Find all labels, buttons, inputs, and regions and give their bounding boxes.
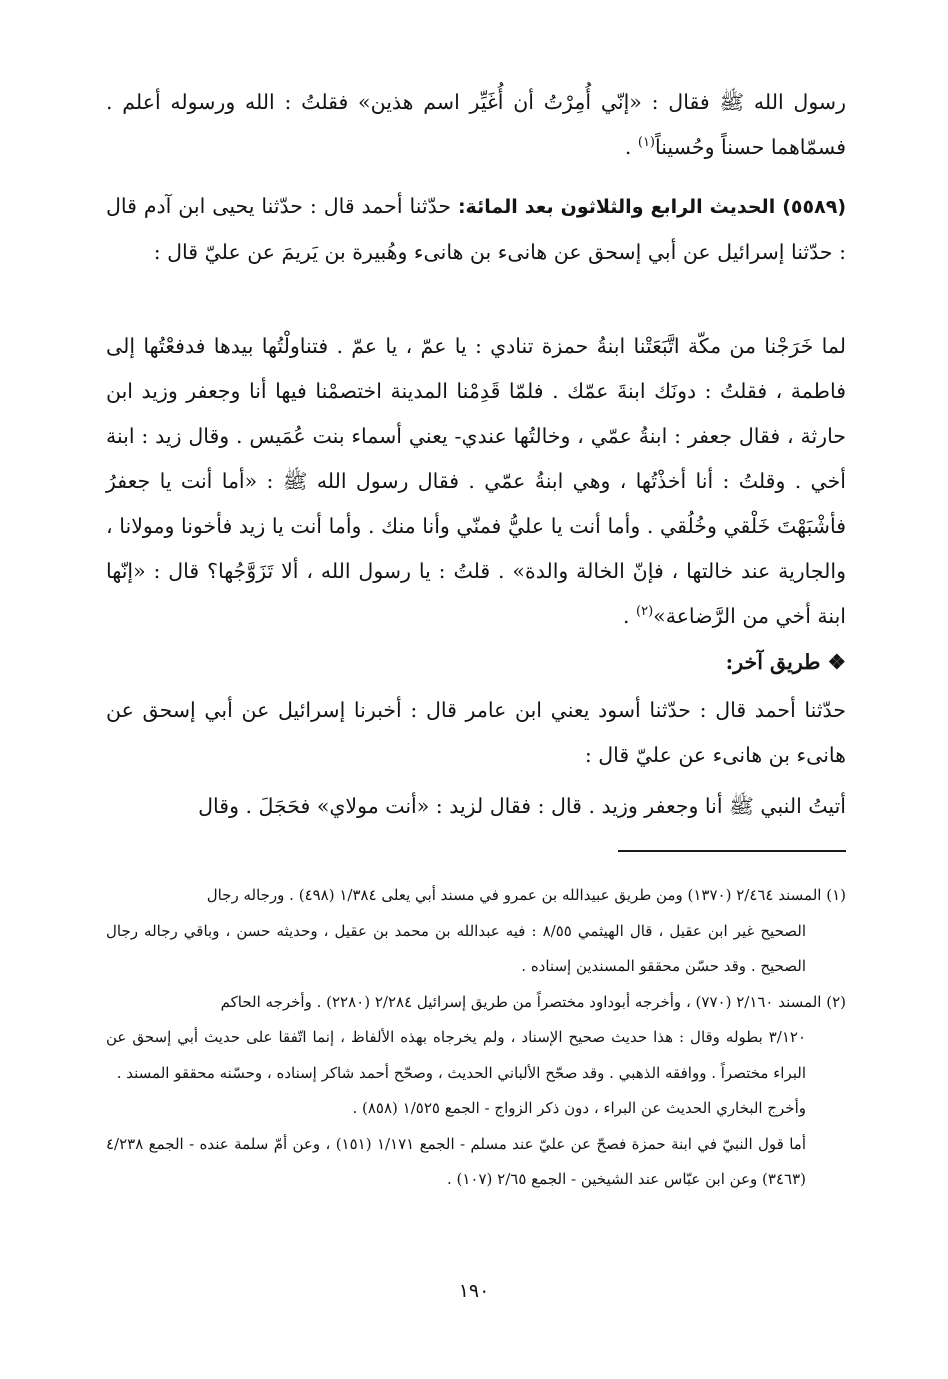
paragraph-end: . (622, 604, 637, 628)
page-number: ١٩٠ (458, 1280, 490, 1302)
footnote-2-other-routes: أما قول النبيّ في ابنة حمزة فصحّ عن عليّ عند مسلم - الجمع ١/١٧١ (١٥١) ، وعن أمّ سلمة عنده - الجمع ٤/٢٣٨ (٣٤٦٣) وعن ابن عبّاس عند الشيخين - الجمع ٢/٦٥ (١٠٧) . (106, 1134, 806, 1188)
footnote-2-continuation: ٣/١٢٠ بطوله وقال : هذا حديث صحيح الإسناد ، ولم يخرجاه بهذه الألفاظ ، إنما اتّفقا على حديث أبي إسحق عن البراء مختصراً . ووافقه الذهبي . وقد صحّح الألباني الحديث ، وصحّح أحمد شاكر إسناده ، وحسّنه محققو المسند . (106, 1028, 806, 1082)
footnote-2-line: (٢) المسند ٢/١٦٠ (٧٧٠) ، وأخرجه أبوداود مختصراً من طريق إسرائيل ٢/٢٨٤ (٢٢٨٠) . وأخرجه الحاكم (220, 992, 846, 1011)
footnotes-section (106, 878, 846, 1198)
hadith-matn (106, 324, 846, 639)
footnote-ref-1: (١) (637, 135, 655, 151)
footnote-divider (618, 850, 846, 852)
isnad-paragraph: حدّثنا أحمد قال : حدّثنا أسود يعني ابن عامر قال : أخبرنا إسرائيل عن أبي إسحق عن هانىء بن هانىء عن عليّ قال : (106, 698, 846, 767)
matn-text: لما خَرَجْنا من مكّة اتَّبَعَتْنا ابنةُ حمزة تنادي : يا عمّ ، يا عمّ . فتناولْتُها بيدها فدفعْتُها إلى فاطمة ، فقلتُ : دونَك ابنةَ عمّك . فلمّا قَدِمْنا المدينة اختصمْنا فيها أنا وجعفر وزيد ابن حارثة ، فقال جعفر : ابنةُ عمّي ، وخالتُها عندي- يعني أسماء بنت عُمَيس . وقال زيد : ابنة أخي . وقلتُ : أنا أخذْتُها ، وهي ابنةُ عمّي . فقال رسول الله ﷺ : «أما أنت يا جعفرُ فأشْبَهْتَ خَلْقي وخُلُقي . وأما أنت يا عليُّ فمنّي وأنا منك . وأما أنت يا زيد فأخونا ومولانا ، والجارية عند خالتها ، فإنّ الخالة والدة» . قلتُ : يا رسول الله ، ألا تَزَوَّجُها؟ قال : «إنّها ابنة أخي من الرَّضاعة» (106, 334, 846, 628)
paragraph-text: رسول الله ﷺ فقال : «إنّي أُمِرْتُ أن أُغَيِّر اسم هذين» فقلتُ : الله ورسوله أعلم . فسمّاهما حسناً وحُسيناً (106, 90, 846, 159)
isnad-text: حدّثنا أحمد قال : حدّثنا يحيى ابن آدم قال : حدّثنا إسرائيل عن أبي إسحق عن هانىء بن هانىء وهُبيرة بن يَريمَ عن عليّ قال : (106, 194, 846, 264)
hadith-5589-intro (106, 184, 846, 275)
paragraph-continuation (106, 80, 846, 170)
footnote-1-continuation: الصحيح غير ابن عقيل ، قال الهيثمي ٨/٥٥ : فيه عبدالله بن محمد بن عقيل ، وحديثه حسن ، وباقي رجاله رجال الصحيح . وقد حسّن محققو المسندين إسناده . (106, 921, 806, 975)
footnote-2-bukhari: وأخرج البخاري الحديث عن البراء ، دون ذكر الزواج - الجمع ١/٥٢٥ (٨٥٨) . (352, 1099, 806, 1117)
hadith-heading: (٥٥٨٩) الحديث الرابع والثلاثون بعد المائة: (457, 196, 846, 218)
footnote-1-line: (١) المسند ٢/٤٦٤ (١٣٧٠) ومن طريق عبيدالله بن عمرو في مسند أبي يعلى ١/٣٨٤ (٤٩٨) . ورجاله رجال (206, 886, 846, 904)
narration-paragraph: أتيتُ النبي ﷺ أنا وجعفر وزيد . قال : فقال لزيد : «أنت مولاي» فحَجَلَ . وقال (198, 794, 846, 818)
paragraph-end: . (624, 135, 638, 159)
another-route-heading: ❖ طريق آخر: (725, 650, 846, 674)
footnote-ref-2: (٢) (636, 604, 654, 620)
